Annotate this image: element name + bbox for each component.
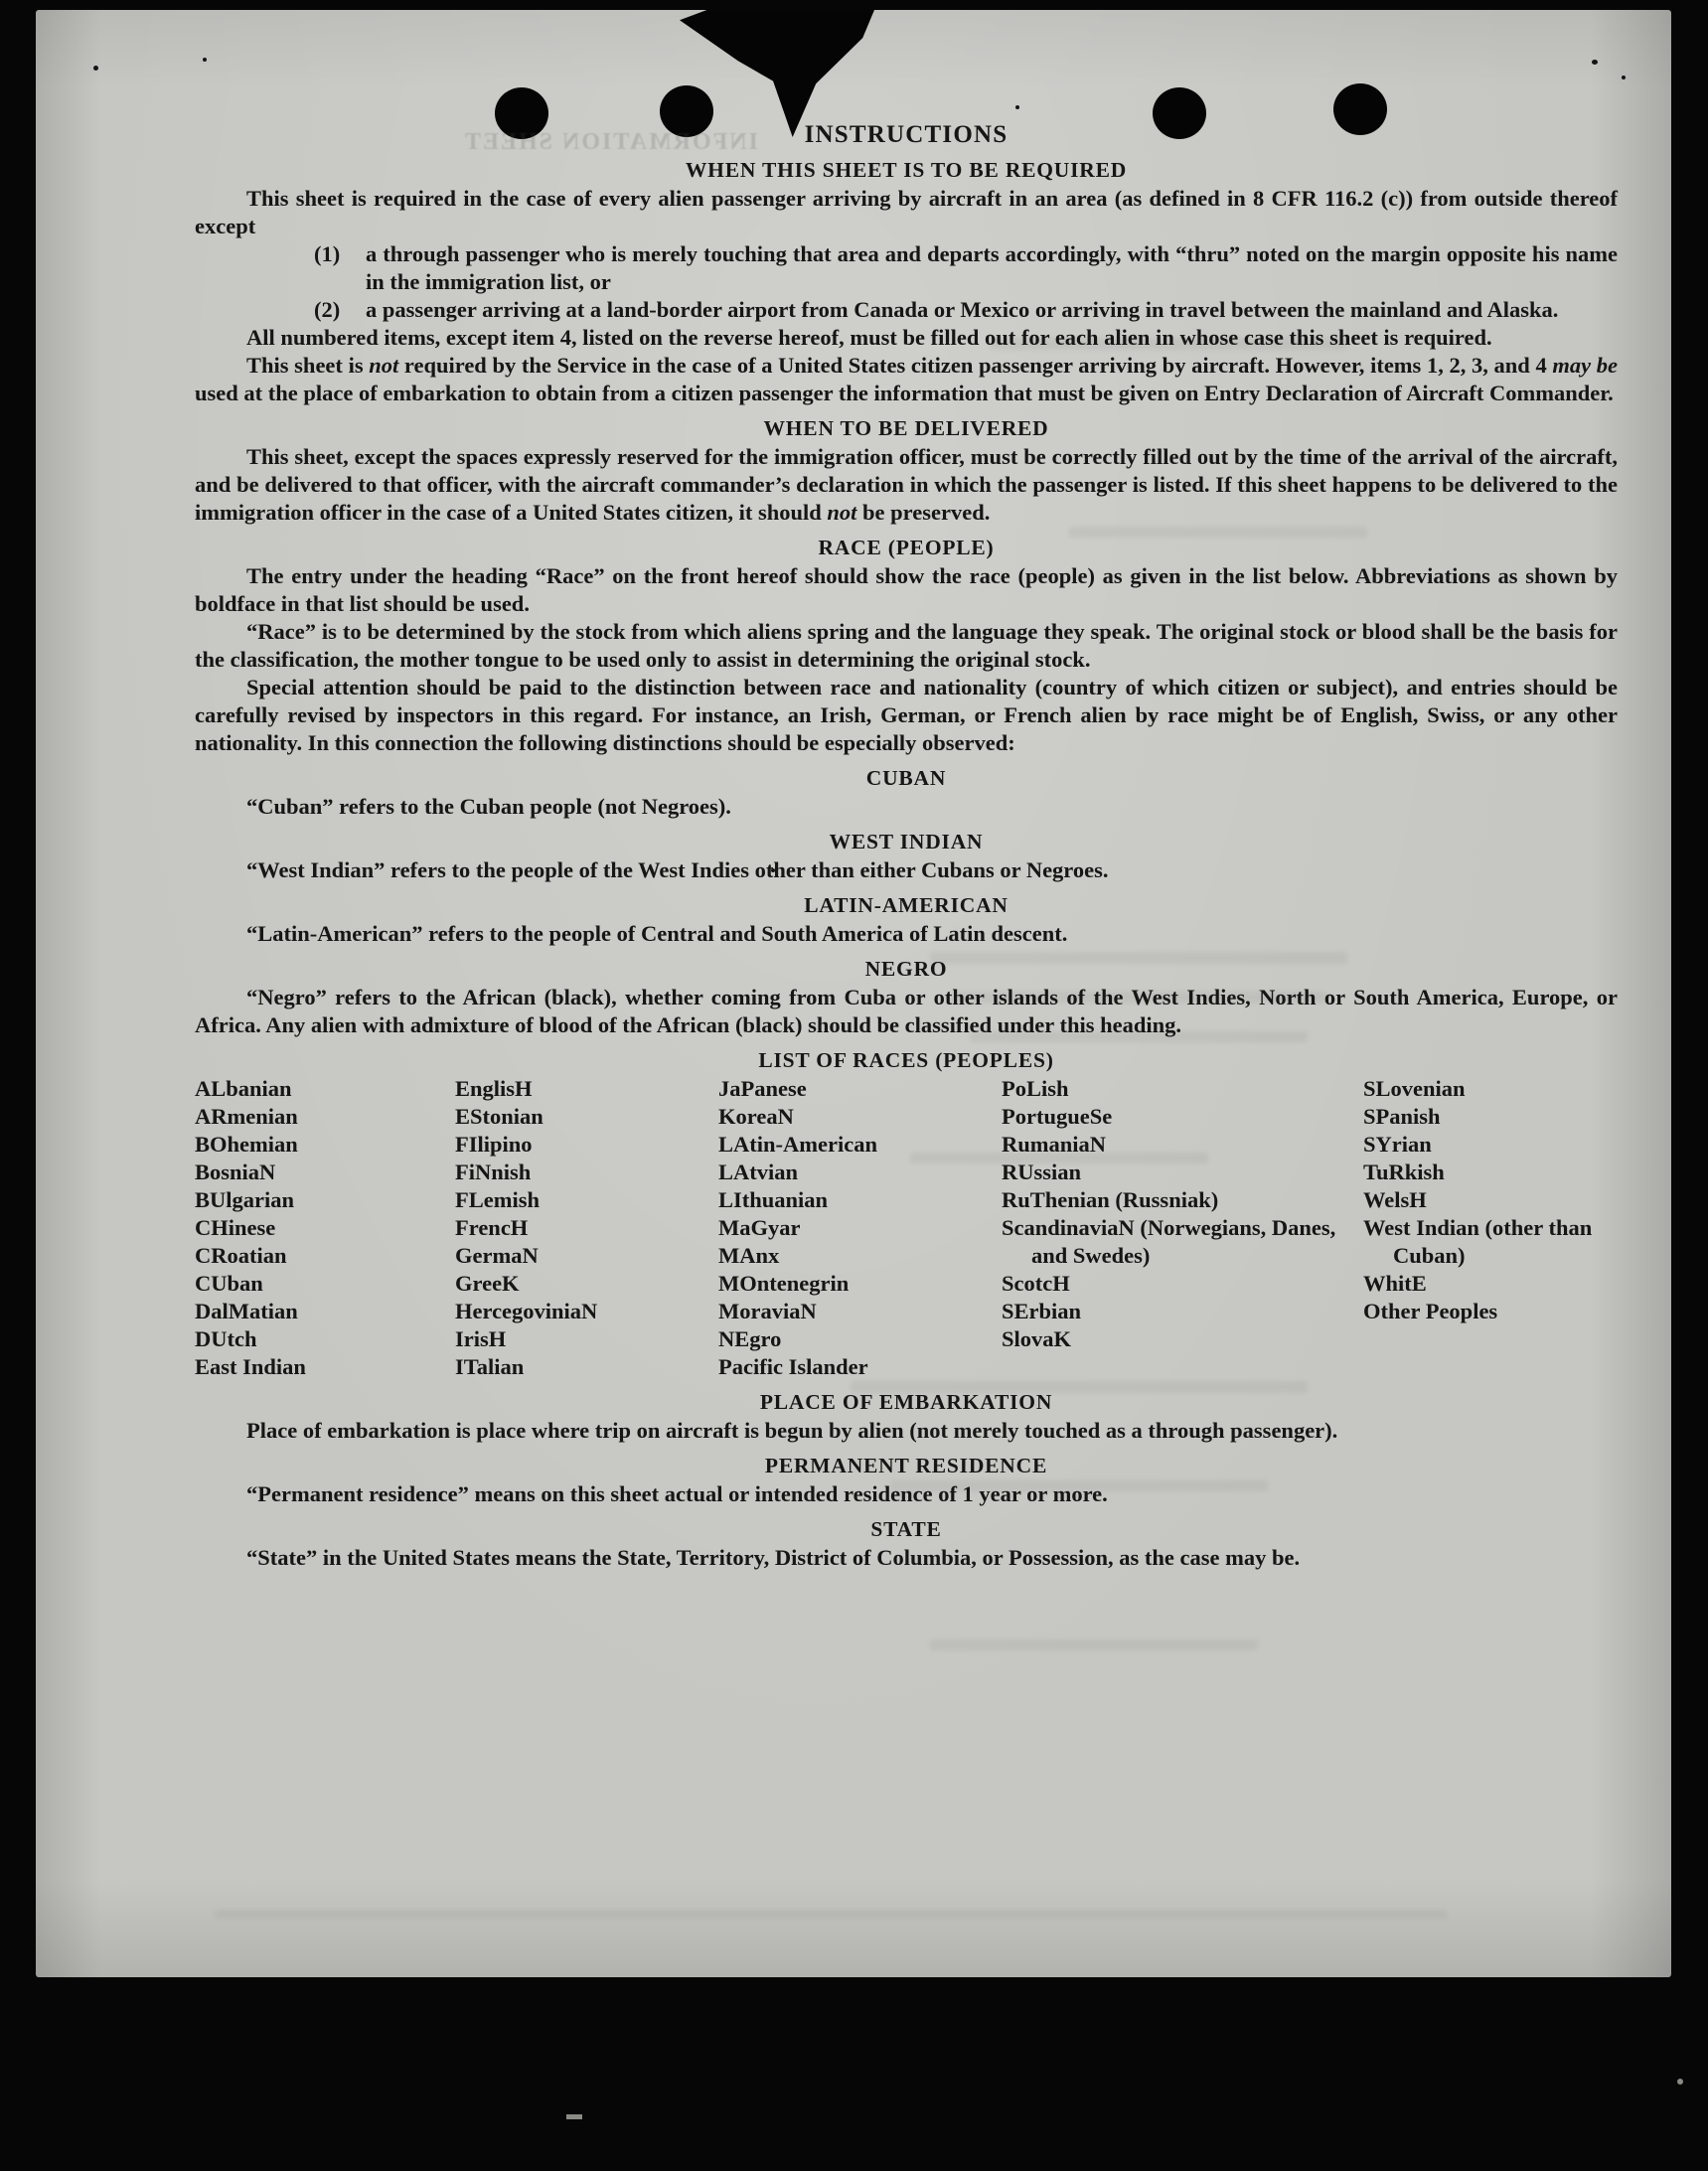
text-segment-italic: not [369, 353, 399, 378]
race-column-5 [1363, 1075, 1618, 1381]
race-column-4 [1002, 1075, 1363, 1381]
race-name: RUssian [1002, 1160, 1082, 1184]
race-name: CHinese [195, 1215, 276, 1240]
paragraph-embarkation: Place of embarkation is place where trip on aircraft is begun by alien (not merely touched as a through passenger). [246, 1418, 1338, 1443]
paragraph-residence: “Permanent residence” means on this sheet actual or intended residence of 1 year or more. [246, 1481, 1108, 1506]
paragraph-race-2: “Race” is to be determined by the stock from which aliens spring and the language they speak. The original stock or blood shall be the basis for the classification, the mother tongue to be used only to assist in determining the original stock. [195, 619, 1618, 672]
ink-speck [1015, 105, 1019, 109]
race-name: TuRkish [1363, 1160, 1445, 1184]
numbered-item-1 [195, 240, 1618, 296]
numbered-item-2 [195, 296, 1618, 324]
race-name: BOhemian [195, 1132, 298, 1157]
race-column-3 [718, 1075, 1002, 1381]
race-name: FrencH [455, 1215, 529, 1240]
ink-speck [1592, 60, 1598, 65]
item-number: (2) [314, 297, 341, 322]
race-name: East Indian [195, 1354, 306, 1379]
section-heading-west-indian: WEST INDIAN [829, 830, 984, 853]
race-name: MAnx [718, 1243, 780, 1268]
races-list [195, 1075, 1618, 1381]
race-name: ScandinaviaN (Norwegians, Danes, and Swedes) [1002, 1215, 1336, 1268]
section-heading-negro: NEGRO [864, 957, 948, 981]
section-heading-embarkation: PLACE OF EMBARKATION [759, 1390, 1053, 1414]
race-name: SErbian [1002, 1299, 1082, 1323]
race-name: GermaN [455, 1243, 539, 1268]
race-name: SLovenian [1363, 1076, 1466, 1101]
text-segment-italic: not [827, 500, 857, 525]
race-name: MaGyar [718, 1215, 801, 1240]
item-text: a through passenger who is merely touching that area and departs accordingly, with “thru” noted on the margin opposite his name in the immigration list, or [366, 241, 1618, 294]
text-segment: required by the Service in the case of a United States citizen passenger arriving by aircraft. However, items 1, 2, 3, and 4 [398, 353, 1553, 378]
race-name: LIthuanian [718, 1187, 829, 1212]
race-name: PoLish [1002, 1076, 1069, 1101]
race-name: LAtin-American [718, 1132, 877, 1157]
paragraph-west-indian: “West Indian” refers to the people of the West Indies other than either Cubans or Negroes. [246, 857, 1109, 882]
ink-speck [93, 66, 98, 71]
race-name: WelsH [1363, 1187, 1427, 1212]
race-name: ALbanian [195, 1076, 292, 1101]
paragraph-race-3: Special attention should be paid to the distinction between race and nationality (country of which citizen or subject), and entries should be carefully revised by inspectors in this regard. For instance, an Irish, German, or French alien by race might be of English, Swiss, or any other nationality. In this connection the following distinctions should be especially observed: [195, 675, 1618, 755]
section-heading-latin-american: LATIN-AMERICAN [804, 893, 1009, 917]
race-name: SPanish [1363, 1104, 1441, 1129]
race-name: RumaniaN [1002, 1132, 1107, 1157]
race-name: PortugueSe [1002, 1104, 1113, 1129]
race-name: DalMatian [195, 1299, 298, 1323]
section-heading-races-list: LIST OF RACES (PEOPLES) [758, 1048, 1054, 1072]
section-heading-state: STATE [870, 1517, 942, 1541]
section-heading-when-required: WHEN THIS SHEET IS TO BE REQUIRED [685, 158, 1128, 182]
race-name: MOntenegrin [718, 1271, 850, 1296]
race-name: SYrian [1363, 1132, 1432, 1157]
race-name: CRoatian [195, 1243, 287, 1268]
race-name: RuThenian (Russniak) [1002, 1187, 1219, 1212]
race-name: ARmenian [195, 1104, 298, 1129]
section-heading-when-delivered: WHEN TO BE DELIVERED [763, 416, 1049, 440]
race-name: HercegoviniaN [455, 1299, 598, 1323]
bleedthrough-smudge [215, 1910, 1447, 1919]
race-column-1 [195, 1075, 455, 1381]
race-name: FIlipino [455, 1132, 533, 1157]
paragraph-all-items: All numbered items, except item 4, listed on the reverse hereof, must be filled out for each alien in whose case this sheet is required. [246, 325, 1492, 350]
race-name: Other Peoples [1363, 1299, 1498, 1323]
bottom-margin-mark [1677, 2079, 1683, 2085]
text-segment: This sheet is [246, 353, 370, 378]
document-content [195, 121, 1618, 1572]
paragraph-negro: “Negro” refers to the African (black), whether coming from Cuba or other islands of the West Indies, North or South America, Europe, or Africa. Any alien with admixture of blood of the African (black) should be classified under this heading. [195, 985, 1618, 1037]
text-segment: be preserved. [856, 500, 991, 525]
race-name: SlovaK [1002, 1326, 1072, 1351]
paragraph-required-intro: This sheet is required in the case of every alien passenger arriving by aircraft in an area (as defined in 8 CFR 116.2 (c)) from outside thereof except [195, 186, 1618, 238]
race-name: FLemish [455, 1187, 541, 1212]
ink-speck [203, 58, 207, 62]
paragraph-latin-american: “Latin-American” refers to the people of Central and South America of Latin descent. [246, 921, 1068, 946]
race-name: EnglisH [455, 1076, 533, 1101]
race-name: GreeK [455, 1271, 520, 1296]
race-name: West Indian (other than Cuban) [1363, 1215, 1593, 1268]
race-name: JaPanese [718, 1076, 807, 1101]
race-name: FiNnish [455, 1160, 532, 1184]
ink-speck [1622, 76, 1626, 79]
bleedthrough-text: INFORMATION SHEET [463, 129, 758, 155]
paragraph-race-1: The entry under the heading “Race” on the front hereof should show the race (people) as given in the list below. Abbreviations as shown by boldface in that list should be used. [195, 563, 1618, 616]
text-segment-italic: may be [1552, 353, 1619, 378]
race-name: ITalian [455, 1354, 525, 1379]
race-name: IrisH [455, 1326, 507, 1351]
race-name: MoraviaN [718, 1299, 817, 1323]
race-name: ScotcH [1002, 1271, 1070, 1296]
race-name: KoreaN [718, 1104, 794, 1129]
section-heading-race: RACE (PEOPLE) [818, 536, 995, 559]
paragraph-not-required [195, 352, 1618, 407]
bottom-margin-mark [566, 2114, 582, 2119]
text-segment: used at the place of embarkation to obtain from a citizen passenger the information that must be given on Entry Declaration of Aircraft Commander. [195, 381, 1614, 405]
paragraph-delivered [195, 443, 1618, 527]
item-text: a passenger arriving at a land-border airport from Canada or Mexico or arriving in travel between the mainland and Alaska. [366, 297, 1559, 322]
bleedthrough-smudge [930, 1639, 1258, 1650]
race-name: NEgro [718, 1326, 782, 1351]
race-name: BosniaN [195, 1160, 276, 1184]
race-name: CUban [195, 1271, 263, 1296]
race-column-2 [455, 1075, 718, 1381]
race-name: BUlgarian [195, 1187, 295, 1212]
race-name: DUtch [195, 1326, 257, 1351]
section-heading-cuban: CUBAN [865, 766, 947, 790]
race-name: LAtvian [718, 1160, 799, 1184]
item-number: (1) [314, 241, 341, 266]
race-name: EStonian [455, 1104, 543, 1129]
document-page [36, 10, 1671, 1977]
document-title: INSTRUCTIONS [804, 121, 1009, 148]
race-name: Pacific Islander [718, 1354, 868, 1379]
paragraph-cuban: “Cuban” refers to the Cuban people (not Negroes). [246, 794, 731, 819]
section-heading-residence: PERMANENT RESIDENCE [764, 1454, 1048, 1477]
paragraph-state: “State” in the United States means the State, Territory, District of Columbia, or Possession, as the case may be. [246, 1545, 1301, 1570]
race-name: WhitE [1363, 1271, 1427, 1296]
text-segment: This sheet, except the spaces expressly reserved for the immigration officer, must be correctly filled out by the time of the arrival of the aircraft, and be delivered to that officer, with the aircraft commander’s declaration in which the passenger is listed. If this sheet happens to be delivered to the immigration officer in the case of a United States citizen, it should [195, 444, 1618, 525]
